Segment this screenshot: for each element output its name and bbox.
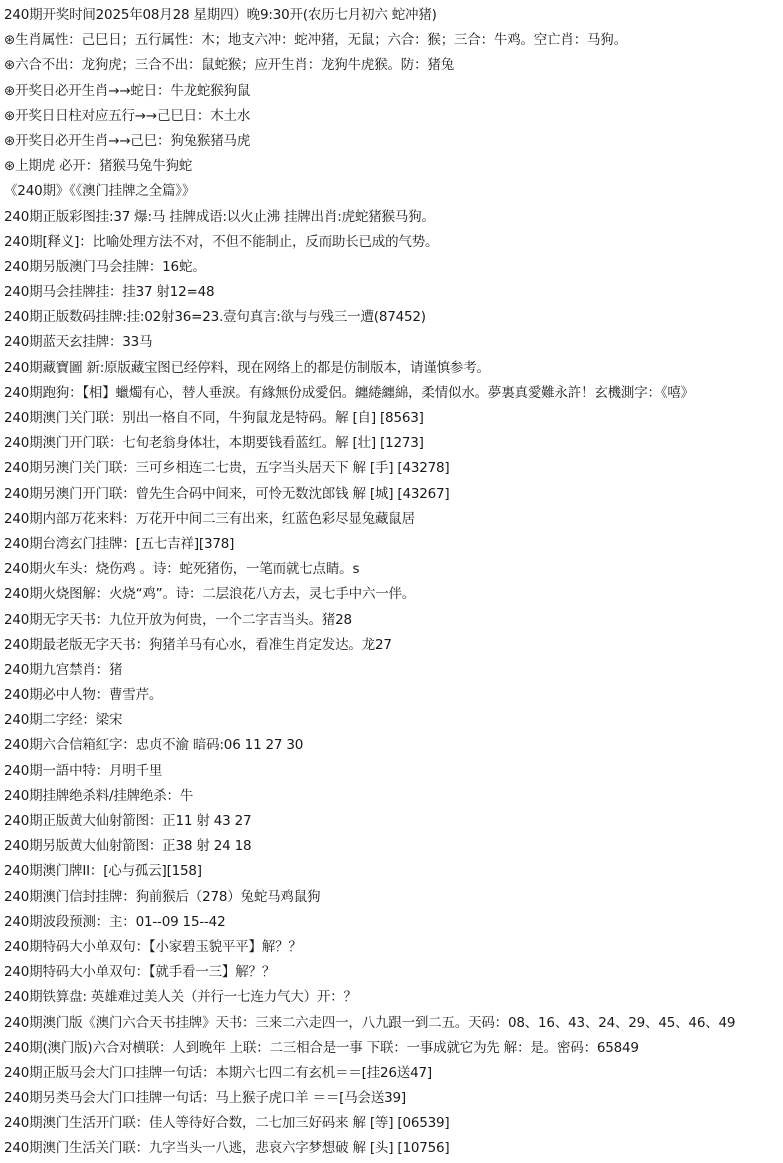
- text-line: 240期正版彩图挂:37 爆:马 挂牌成语:以火止沸 挂牌出肖:虎蛇猪猴马狗。: [4, 208, 435, 225]
- text-line: ⊛开奖日必开生肖→→蛇日：牛龙蛇猴狗鼠: [4, 82, 251, 99]
- text-line: 240期另版黄大仙射箭图：正38 射 24 18: [4, 838, 252, 855]
- text-line: 240期跑狗：【相】蠟燭有心，替人垂淚。有緣無份成愛侶。纏綣纏綿，柔情似水。夢裏真愛難永許！玄機測字：《嘻》: [4, 384, 694, 401]
- text-line: 240期另版澳门马会挂牌：16蛇。: [4, 258, 206, 275]
- text-line: 240期特码大小单双句：【小家碧玉貌平平】解？？: [4, 938, 302, 955]
- text-line: 240期特码大小单双句：【就手看一三】解？？: [4, 964, 276, 981]
- text-line: 240期澳门关门联：别出一格自不同，牛狗鼠龙是特码。解 [自] [8563]: [4, 410, 424, 426]
- text-line: 240期火车头：烧伤鸡 。诗：蛇死猪伤，一笔而就七点睛。s: [4, 561, 360, 578]
- text-line: 240期正版数码挂牌:挂:02射36=23.壹句真言:欲与与残三一遭(87452): [4, 309, 426, 326]
- text-line: 240期火烧图解：火烧“鸡”。诗：二层浪花八方去，灵七手中六一伴。: [4, 586, 416, 603]
- text-line: ⊛开奖日日柱对应五行→→己巳日：木土水: [4, 107, 251, 124]
- text-line: 240期藏寶圖 新:原版藏宝图已经停料，现在网络上的都是仿制版本，请谨慎参考。: [4, 359, 490, 376]
- text-line: 240期开奖时间2025年08月28 星期四）晚9:30开(农历七月初六 蛇冲猪): [4, 7, 437, 23]
- text-line: ⊛开奖日必开生肖→→己巳：狗兔猴猪马虎: [4, 132, 251, 149]
- text-line: ⊛六合不出：龙狗虎；三合不出：鼠蛇猴；应开生肖：龙狗牛虎猴。防：猪兔: [4, 57, 455, 74]
- text-line: 《240期》《《澳门挂牌之全篇》》: [4, 183, 196, 200]
- text-line: 240期澳门生活开门联：佳人等待好合数，二七加三好码来 解 [等] [06539]: [4, 1115, 450, 1132]
- text-line: 240期必中人物：曹雪芹。: [4, 687, 163, 704]
- text-line: 240期二字经：梁宋: [4, 712, 123, 729]
- text-line: 240期无字天书：九位开放为何贵，一个二字吉当头。猪28: [4, 611, 352, 628]
- text-line: 240期澳门版《澳门六合天书挂牌》天书：三来二六走四一，八九跟一到二五。天码：08、16、43、24、29、45、46、49: [4, 1014, 736, 1031]
- text-line: 240期澳门信封挂牌：狗前猴后（278）兔蛇马鸡鼠狗: [4, 888, 321, 905]
- text-line: 240期正版黄大仙射箭图：正11 射 43 27: [4, 813, 252, 829]
- text-line: 240期另类马会大门口挂牌一句话：马上猴子虎口羊 ＝＝[马会送39]: [4, 1090, 406, 1107]
- text-line: 240期蓝天玄挂牌：33马: [4, 334, 153, 351]
- text-line: 240期澳门生活关门联：九字当头一八逃，悲哀六字梦想破 解 [头] [10756]: [4, 1140, 450, 1157]
- text-line: 240期六合信箱紅字：忠贞不渝 暗码:06 11 27 30: [4, 737, 304, 754]
- text-line: 240期(澳门版)六合对横联：人到晚年 上联：二三相合是一事 下联：一事成就它为先 解：是。密码：65849: [4, 1039, 639, 1056]
- text-line: 240期马会挂牌挂：挂37 射12=48: [4, 284, 215, 301]
- text-line: 240期一語中特：月明千里: [4, 762, 163, 779]
- text-line: 240期台湾玄门挂牌：[五七吉祥][378]: [4, 535, 235, 552]
- text-line: 240期澳门牌II：[心与孤云][158]: [4, 863, 202, 880]
- text-line: 240期波段预测：主：01--09 15--42: [4, 913, 226, 930]
- text-line: 240期另澳门关门联：三可乡相连二七贵，五字当头居天下 解 [手] [43278]: [4, 460, 450, 477]
- text-line: 240期最老版无字天书：狗猪羊马有心水，看准生肖定发达。龙27: [4, 636, 392, 653]
- text-line: 240期九宫禁肖：猪: [4, 661, 123, 678]
- text-line: 240期内部万花来料：万花开中间二三有出来，红蓝色彩尽显兔藏鼠居: [4, 510, 415, 527]
- text-line: ⊛上期虎 必开：猪猴马兔牛狗蛇: [4, 158, 193, 175]
- text-line: ⊛生肖属性：己巳日；五行属性：木；地支六冲：蛇冲猪，无鼠；六合：猴；三合：牛鸡。空亡肖：马狗。: [4, 32, 627, 49]
- text-line: 240期[释义]：比喻处理方法不对，不但不能制止，反而助长已成的气势。: [4, 233, 439, 250]
- text-line: 240期铁算盘: 英雄难过美人关（并行一七连力气大）开：？: [4, 989, 357, 1006]
- text-line: 240期挂牌绝杀料/挂牌绝杀：牛: [4, 787, 194, 804]
- text-line: 240期另澳门开门联：曾先生合码中间来，可怜无数沈郎钱 解 [城] [43267]: [4, 485, 450, 502]
- text-line: 240期正版马会大门口挂牌一句话：本期六七四二有玄机＝＝[挂26送47]: [4, 1064, 432, 1081]
- text-line: 240期澳门开门联：七旬老翁身体壮，本期要钱看蓝红。解 [壮] [1273]: [4, 435, 424, 452]
